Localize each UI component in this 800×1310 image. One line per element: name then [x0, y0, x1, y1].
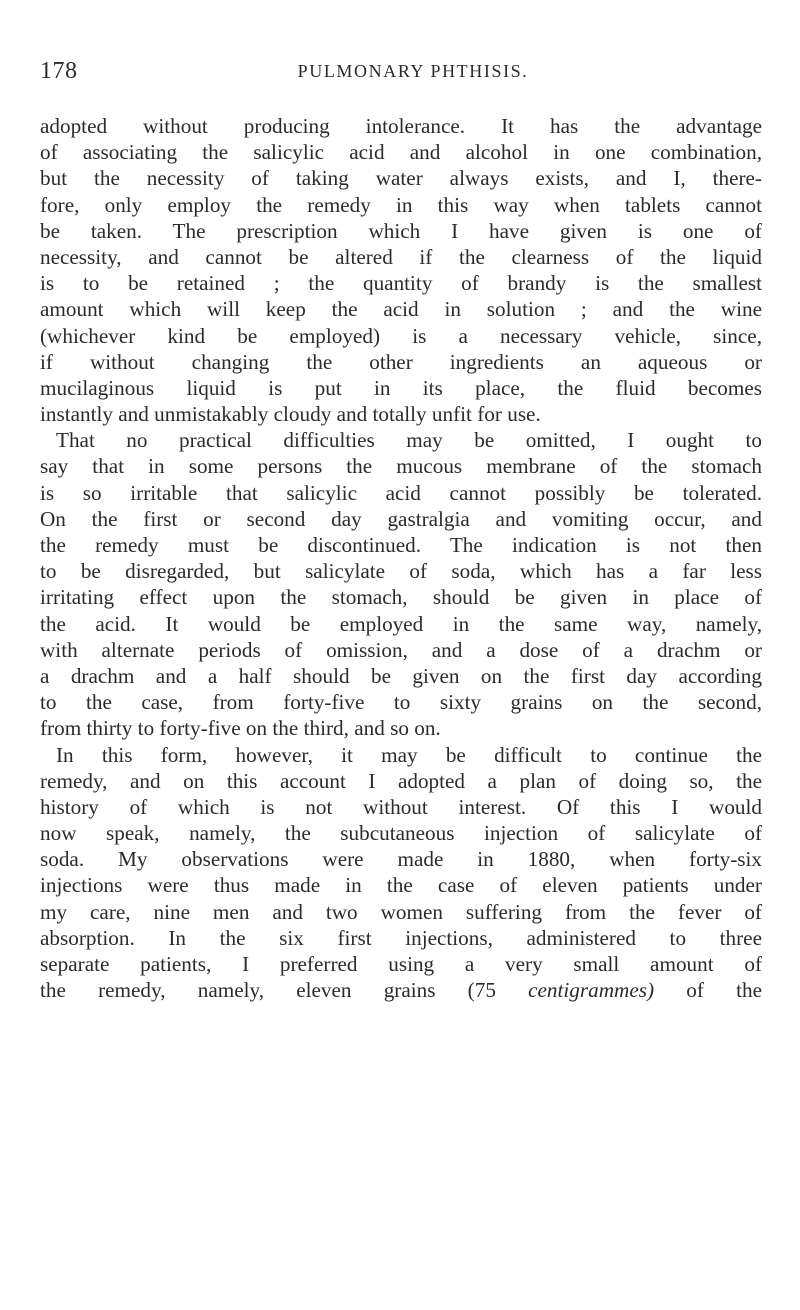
text-line-last	[40, 977, 762, 1003]
text-line: instantly and unmistakably cloudy and totally unfit for use.	[40, 402, 541, 427]
text-line: fore, only employ the remedy in this way when tablets cannot	[40, 192, 762, 217]
text-line: amount which will keep the acid in solution ; and the wine	[40, 297, 762, 322]
text-line: be taken. The prescription which I have given is one of	[40, 218, 762, 243]
text-line: is so irritable that salicylic acid cannot possibly be tolerated.	[40, 480, 762, 505]
text-line: to be disregarded, but salicylate of soda, which has a far less	[40, 559, 762, 584]
text-line: injections were thus made in the case of eleven patients under	[40, 873, 762, 898]
text-line: is to be retained ; the quantity of brandy is the smallest	[40, 271, 762, 296]
text-line: separate patients, I preferred using a very small amount of	[40, 952, 762, 976]
text-line: but the necessity of taking water always exists, and I, there-	[40, 166, 762, 191]
text-line: necessity, and cannot be altered if the clearness of the liquid	[40, 244, 762, 269]
text-line: to the case, from forty-five to sixty grains on the second,	[40, 690, 762, 715]
text-line: mucilaginous liquid is put in its place, the fluid becomes	[40, 375, 762, 400]
text-line: if without changing the other ingredients an aqueous or	[40, 349, 762, 374]
text-line: remedy, and on this account I adopted a plan of doing so, the	[40, 768, 762, 793]
text-line: history of which is not without interest. Of this I would	[40, 794, 762, 819]
text-line: That no practical difficulties may be omitted, I ought to	[56, 428, 762, 453]
text-line: adopted without producing intolerance. It has the advantage	[40, 114, 762, 138]
text-line: On the first or second day gastralgia and vomiting occur, and	[40, 506, 762, 531]
text-line: the remedy must be discontinued. The indication is not then	[40, 533, 762, 557]
text-line: from thirty to forty-five on the third, and so on.	[40, 716, 441, 741]
body-text	[40, 113, 762, 1003]
text-line: (whichever kind be employed) is a necessary vehicle, since,	[40, 323, 762, 348]
text-line: In this form, however, it may be difficult to continue the	[56, 742, 762, 767]
text-line: a drachm and a half should be given on the first day according	[40, 663, 762, 688]
text-line-tail: of the	[654, 978, 762, 1003]
italic-unit: centigrammes)	[528, 978, 655, 1003]
text-line: the acid. It would be employed in the same way, namely,	[40, 611, 762, 636]
text-line: now speak, namely, the subcutaneous injection of salicylate of	[40, 821, 762, 846]
text-line: soda. My observations were made in 1880, when forty-six	[40, 847, 762, 872]
running-header	[40, 58, 762, 88]
page-number: 178	[40, 58, 78, 84]
text-line: irritating effect upon the stomach, should be given in place of	[40, 585, 762, 610]
text-line-start: the remedy, namely, eleven grains (75	[40, 978, 529, 1003]
text-line: my care, nine men and two women suffering from the fever of	[40, 899, 762, 924]
text-line: with alternate periods of omission, and a dose of a drachm or	[40, 637, 762, 662]
running-title: PULMONARY PHTHISIS.	[297, 61, 529, 81]
text-line: say that in some persons the mucous membrane of the stomach	[40, 454, 762, 479]
text-line: of associating the salicylic acid and alcohol in one combination,	[40, 140, 762, 165]
text-line: absorption. In the six first injections, administered to three	[40, 925, 762, 950]
